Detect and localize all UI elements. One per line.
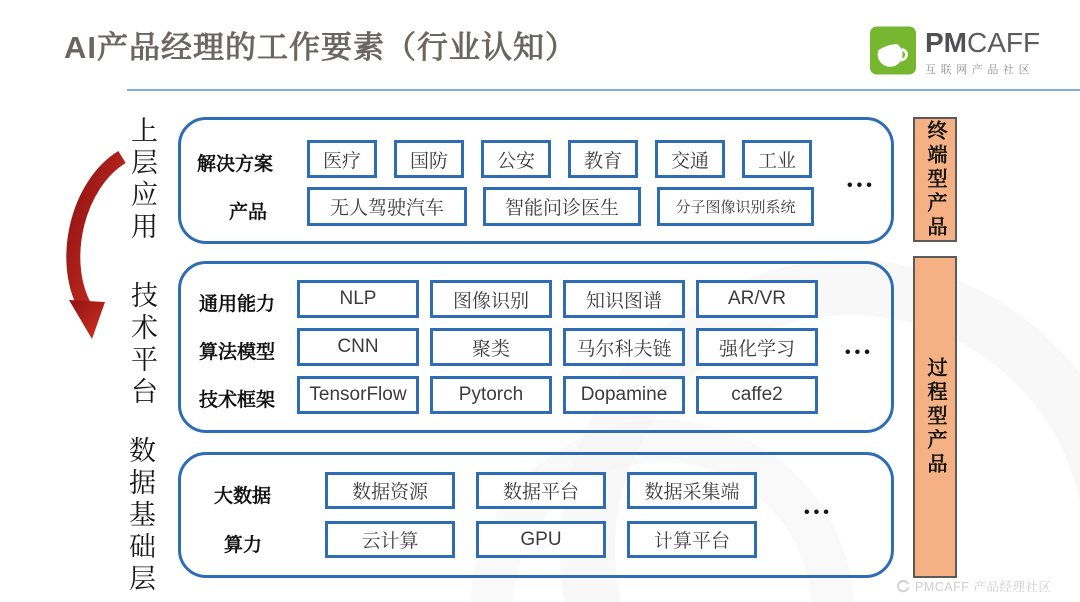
ellipsis-more: •••	[804, 504, 833, 521]
solution-box: 教育	[568, 140, 638, 178]
big-data-box: 数据采集端	[627, 472, 757, 509]
product-box: 智能问诊医生	[483, 187, 641, 226]
algorithm-box: 马尔科夫链	[563, 328, 685, 366]
row-label-computing-power: 算力	[224, 535, 263, 556]
algorithm-box: 聚类	[430, 328, 552, 366]
row-label-tech-framework: 技术框架	[199, 390, 276, 411]
terminal-product-text: 终端型产品	[924, 119, 946, 240]
computing-box: GPU	[476, 521, 606, 558]
row-label-big-data: 大数据	[214, 486, 272, 507]
computing-box: 计算平台	[627, 521, 757, 558]
big-data-box-row	[325, 472, 757, 509]
terminal-product-label	[913, 117, 957, 242]
layer-data-foundation-container	[178, 452, 894, 578]
products-box-row	[307, 187, 814, 226]
solution-box: 国防	[394, 140, 464, 178]
product-box: 分子图像识别系统	[657, 187, 814, 226]
computing-box: 云计算	[325, 521, 455, 558]
general-capability-box-row	[297, 280, 818, 318]
page-title: AI产品经理的工作要素（行业认知）	[64, 30, 577, 65]
logo-subtitle: 互联网产品社区	[925, 64, 1035, 76]
layer-side-label-data-foundation: 数据基础层	[125, 436, 155, 596]
framework-box: Pytorch	[430, 376, 552, 414]
solutions-box-row	[307, 140, 812, 178]
ellipsis-more: •••	[847, 177, 876, 194]
framework-box: TensorFlow	[297, 376, 419, 414]
computing-power-box-row	[325, 521, 757, 558]
row-label-solutions: 解决方案	[197, 154, 274, 175]
process-product-label	[913, 256, 957, 578]
row-label-products: 产品	[229, 202, 268, 223]
big-data-box: 数据平台	[476, 472, 606, 509]
solution-box: 交通	[655, 140, 725, 178]
solution-box: 医疗	[307, 140, 377, 178]
logo-brand	[925, 28, 1040, 58]
algorithm-model-box-row	[297, 328, 818, 366]
capability-box: 知识图谱	[563, 280, 685, 318]
capability-box: AR/VR	[696, 280, 818, 318]
process-product-text: 过程型产品	[924, 357, 946, 477]
framework-box: caffe2	[696, 376, 818, 414]
ellipsis-more: •••	[845, 344, 874, 361]
footer-watermark	[896, 577, 1051, 595]
solution-box: 公安	[481, 140, 551, 178]
pmcaff-watermark-icon	[896, 579, 910, 593]
logo-brand-bold: PM	[925, 27, 967, 58]
logo-text	[925, 26, 1040, 77]
footer-watermark-text: PMCAFF 产品经理社区	[915, 580, 1052, 594]
row-label-algorithm-model: 算法模型	[199, 342, 276, 363]
algorithm-box: 强化学习	[696, 328, 818, 366]
algorithm-box: CNN	[297, 328, 419, 366]
framework-box: Dopamine	[563, 376, 685, 414]
product-box: 无人驾驶汽车	[307, 187, 467, 226]
solution-box: 工业	[742, 140, 812, 178]
row-label-general-capability: 通用能力	[199, 294, 276, 315]
layer-side-label-tech-platform: 技术平台	[127, 281, 157, 409]
pmcaff-cup-icon	[870, 26, 916, 75]
layer-side-label-application: 上层应用	[127, 116, 157, 244]
title-divider	[127, 89, 1080, 91]
capability-box: NLP	[297, 280, 419, 318]
big-data-box: 数据资源	[325, 472, 455, 509]
logo-brand-light: CAFF	[967, 27, 1041, 58]
capability-box: 图像识别	[430, 280, 552, 318]
tech-framework-box-row	[297, 376, 818, 414]
pmcaff-logo	[870, 26, 1040, 77]
